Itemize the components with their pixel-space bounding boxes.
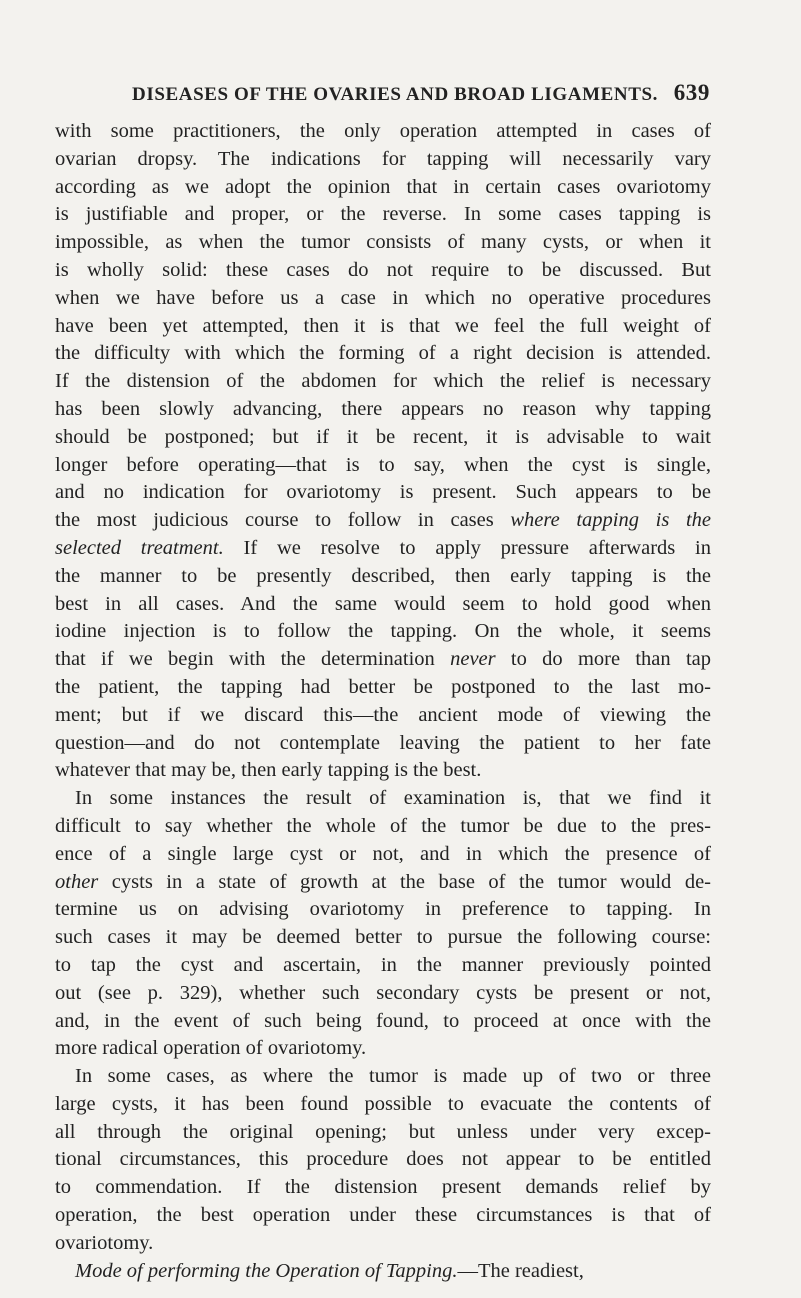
text-line: question—and do not contemplate leaving the patient to her fate bbox=[55, 731, 711, 754]
text-line: whatever that may be, then early tapping is the best. bbox=[55, 759, 482, 782]
page-number: 639 bbox=[673, 80, 710, 105]
text-line: and, in the event of such being found, to proceed at once with the bbox=[55, 1009, 711, 1032]
text-line: the patient, the tapping had better be postponed to the last mo- bbox=[55, 675, 711, 698]
text-line: that if we begin with the determination never to do more than tap bbox=[55, 648, 711, 671]
text-fragment: —The readiest, bbox=[457, 1259, 584, 1282]
text-line: more radical operation of ovariotomy. bbox=[55, 1037, 367, 1060]
section-heading-line bbox=[55, 1258, 711, 1286]
text-line: out (see p. 329), whether such secondary cysts be present or not, bbox=[55, 981, 711, 1004]
text-line: is justifiable and proper, or the reverse. In some cases tapping is bbox=[55, 203, 711, 226]
text-line: all through the original opening; but unless under very excep- bbox=[55, 1120, 711, 1143]
body-text bbox=[55, 118, 711, 1285]
text-line: to tap the cyst and ascertain, in the manner previously pointed bbox=[55, 953, 711, 976]
text-line: In some instances the result of examination is, that we find it bbox=[75, 787, 711, 810]
text-line: the manner to be presently described, then early tapping is the bbox=[55, 564, 711, 587]
text-line: ment; but if we discard this—the ancient mode of viewing the bbox=[55, 703, 711, 726]
text-line: ence of a single large cyst or not, and in which the presence of bbox=[55, 842, 711, 865]
text-line: If the distension of the abdomen for which the relief is necessary bbox=[55, 370, 711, 393]
text-line: the difficulty with which the forming of a right decision is attended. bbox=[55, 342, 711, 365]
text-line: operation, the best operation under these circumstances is that of bbox=[55, 1204, 711, 1227]
text-line: ovarian dropsy. The indications for tapping will necessarily vary bbox=[55, 147, 711, 170]
text-line: and no indication for ovariotomy is present. Such appears to be bbox=[55, 481, 711, 504]
text-line: iodine injection is to follow the tapping. On the whole, it seems bbox=[55, 620, 711, 643]
text-line: should be postponed; but if it be recent, it is advisable to wait bbox=[55, 425, 711, 448]
text-line: longer before operating—that is to say, when the cyst is single, bbox=[55, 453, 711, 476]
text-line: ovariotomy. bbox=[55, 1231, 154, 1254]
text-line: to commendation. If the distension present demands relief by bbox=[55, 1176, 711, 1199]
text-line: with some practitioners, the only operation attempted in cases of bbox=[55, 120, 711, 142]
text-line: In some cases, as where the tumor is made up of two or three bbox=[75, 1065, 711, 1088]
text-line: other cysts in a state of growth at the base of the tumor would de- bbox=[55, 870, 711, 893]
text-line: have been yet attempted, then it is that we feel the full weight of bbox=[55, 314, 711, 337]
text-line: selected treatment. If we resolve to apply pressure afterwards in bbox=[55, 536, 711, 559]
text-line: the most judicious course to follow in cases where tapping is the bbox=[55, 509, 711, 532]
running-title: DISEASES OF THE OVARIES AND BROAD LIGAMENTS. bbox=[132, 84, 658, 105]
section-heading: Mode of performing the Operation of Tapping. bbox=[75, 1259, 458, 1282]
text-line: impossible, as when the tumor consists of many cysts, or when it bbox=[55, 231, 711, 254]
text-line: such cases it may be deemed better to pursue the following course: bbox=[55, 926, 711, 949]
text-line: difficult to say whether the whole of the tumor be due to the pres- bbox=[55, 814, 711, 837]
text-line: tional circumstances, this procedure does not appear to be entitled bbox=[55, 1148, 711, 1171]
text-line: large cysts, it has been found possible to evacuate the contents of bbox=[55, 1092, 711, 1115]
text-line: is wholly solid: these cases do not require to be discussed. But bbox=[55, 258, 711, 281]
text-line: when we have before us a case in which no operative procedures bbox=[55, 286, 711, 309]
text-line: has been slowly advancing, there appears no reason why tapping bbox=[55, 397, 711, 420]
text-line: according as we adopt the opinion that in certain cases ovariotomy bbox=[55, 175, 711, 198]
text-line: termine us on advising ovariotomy in preference to tapping. In bbox=[55, 898, 711, 921]
text-line: best in all cases. And the same would seem to hold good when bbox=[55, 592, 711, 615]
running-header bbox=[132, 80, 710, 106]
